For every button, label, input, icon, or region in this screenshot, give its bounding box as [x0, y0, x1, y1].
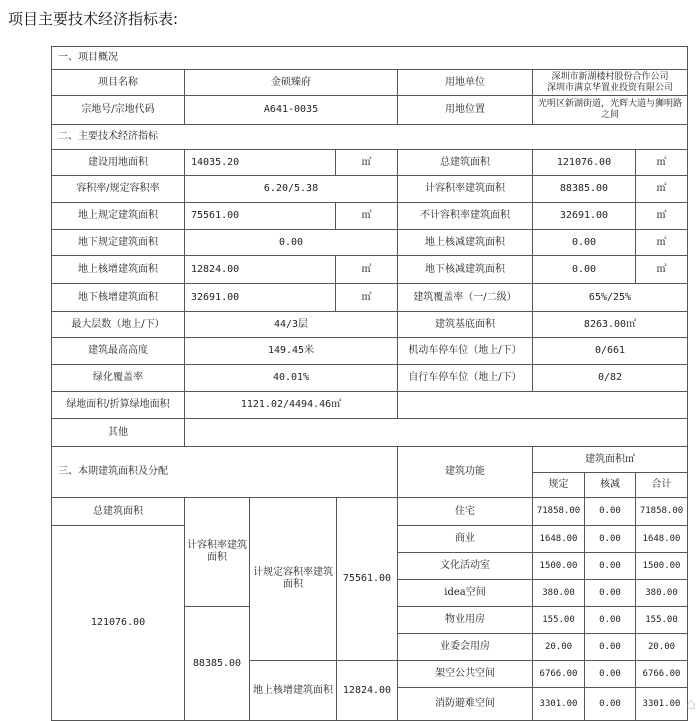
land-area-label: 建设用地面积 [51, 149, 185, 176]
reduced-value: 0.00 [584, 660, 636, 688]
col-header-total: 合计 [635, 472, 688, 498]
reg-far-area-value: 75561.00 [336, 497, 398, 661]
far-value: 6.20/5.38 [184, 175, 398, 203]
page-title: 项目主要技术经济指标表: [8, 10, 179, 28]
above-inc-area-label: 地上核增建筑面积 [249, 660, 337, 721]
function-name: 商业 [397, 525, 533, 553]
below-red-unit: ㎡ [635, 255, 688, 284]
parcel-label: 宗地号/宗地代码 [51, 95, 185, 125]
below-red-label: 地下核减建筑面积 [397, 255, 533, 284]
section-header-allocation: 三、本期建筑面积及分配 [51, 446, 399, 498]
total-value: 1500.00 [635, 552, 688, 580]
total-value: 71858.00 [635, 497, 688, 526]
nonfar-value: 32691.00 [532, 202, 636, 230]
green-area-label: 绿地面积/折算绿地面积 [51, 391, 185, 419]
above-reg-label: 地上规定建筑面积 [51, 202, 185, 230]
coverage-label: 建筑覆盖率（一/二级） [397, 283, 533, 312]
far-area-unit: ㎡ [635, 175, 688, 203]
section-header-indicators: 二、主要技术经济指标 [51, 124, 688, 150]
reduced-value: 0.00 [584, 497, 636, 526]
function-name: 物业用房 [397, 606, 533, 634]
reduced-value: 0.00 [584, 579, 636, 607]
total-value: 380.00 [635, 579, 688, 607]
coverage-value: 65%/25% [532, 283, 688, 312]
regulated-value: 3301.00 [532, 687, 585, 721]
total-area-value: 121076.00 [51, 525, 185, 721]
total-value: 3301.00 [635, 687, 688, 721]
land-user-label: 用地单位 [397, 69, 533, 96]
below-inc-unit: ㎡ [335, 283, 398, 312]
green-area-right-blank [397, 391, 688, 419]
total-value: 20.00 [635, 633, 688, 661]
function-name: 住宅 [397, 497, 533, 526]
regulated-value: 1648.00 [532, 525, 585, 553]
base-area-label: 建筑基底面积 [397, 311, 533, 338]
project-name-value: 金硕臻府 [184, 69, 398, 96]
total-area-value: 121076.00 [532, 149, 636, 176]
reduced-value: 0.00 [584, 633, 636, 661]
function-name: 架空公共空间 [397, 660, 533, 688]
area-header: 建筑面积㎡ [532, 446, 688, 473]
above-inc-area-value: 12824.00 [336, 660, 398, 721]
car-value: 0/661 [532, 337, 688, 365]
regulated-value: 380.00 [532, 579, 585, 607]
height-label: 建筑最高高度 [51, 337, 185, 365]
far-area-value: 88385.00 [184, 606, 250, 721]
parcel-value: A641-0035 [184, 95, 398, 125]
project-name-label: 项目名称 [51, 69, 185, 96]
reduced-value: 0.00 [584, 552, 636, 580]
below-red-value: 0.00 [532, 255, 636, 284]
above-red-unit: ㎡ [635, 229, 688, 256]
green-value: 40.01% [184, 364, 398, 392]
regulated-value: 155.00 [532, 606, 585, 634]
above-inc-value: 12824.00 [184, 255, 336, 284]
nonfar-unit: ㎡ [635, 202, 688, 230]
green-area-value: 1121.02/4494.46㎡ [184, 391, 398, 419]
total-value: 155.00 [635, 606, 688, 634]
function-name: 业委会用房 [397, 633, 533, 661]
total-value: 1648.00 [635, 525, 688, 553]
below-inc-value: 32691.00 [184, 283, 336, 312]
above-reg-value: 75561.00 [184, 202, 336, 230]
floors-value: 44/3层 [184, 311, 398, 338]
below-reg-value: 0.00 [184, 229, 398, 256]
watermark: ⌂ [685, 694, 696, 713]
col-header-reduced: 核减 [584, 472, 636, 498]
function-name: 文化活动室 [397, 552, 533, 580]
above-inc-unit: ㎡ [335, 255, 398, 284]
land-user-line-1: 深圳市新湖楼村股份合作公司 [551, 71, 669, 82]
nonfar-label: 不计容积率建筑面积 [397, 202, 533, 230]
height-value: 149.45米 [184, 337, 398, 365]
base-area-value: 8263.00㎡ [532, 311, 688, 338]
reduced-value: 0.00 [584, 525, 636, 553]
below-inc-label: 地下核增建筑面积 [51, 283, 185, 312]
other-label: 其他 [51, 418, 185, 447]
land-user-line-2: 深圳市满京华置业投资有限公司 [546, 82, 673, 93]
regulated-value: 1500.00 [532, 552, 585, 580]
above-inc-label: 地上核增建筑面积 [51, 255, 185, 284]
far-area-label: 计容积率建筑面积 [397, 175, 533, 203]
function-header: 建筑功能 [397, 446, 533, 498]
car-label: 机动车停车位（地上/下） [397, 337, 533, 365]
land-user-value [532, 69, 688, 96]
far-label: 容积率/规定容积率 [51, 175, 185, 203]
col-header-regulated: 规定 [532, 472, 585, 498]
green-label: 绿化覆盖率 [51, 364, 185, 392]
section-header-overview: 一、项目概况 [51, 46, 688, 70]
land-area-value: 14035.20 [184, 149, 336, 176]
reduced-value: 0.00 [584, 606, 636, 634]
bike-label: 自行车停车位（地上/下） [397, 364, 533, 392]
floors-label: 最大层数（地上/下） [51, 311, 185, 338]
total-area-label: 总建筑面积 [51, 497, 185, 526]
total-area-unit: ㎡ [635, 149, 688, 176]
far-area-value: 88385.00 [532, 175, 636, 203]
far-area-label: 计容积率建筑面积 [184, 497, 250, 607]
land-area-unit: ㎡ [335, 149, 398, 176]
other-value [184, 418, 688, 447]
location-label: 用地位置 [397, 95, 533, 125]
above-red-value: 0.00 [532, 229, 636, 256]
total-value: 6766.00 [635, 660, 688, 688]
above-red-label: 地上核减建筑面积 [397, 229, 533, 256]
above-reg-unit: ㎡ [335, 202, 398, 230]
reduced-value: 0.00 [584, 687, 636, 721]
regulated-value: 20.00 [532, 633, 585, 661]
reg-far-area-label: 计规定容积率建筑面积 [249, 497, 337, 661]
below-reg-label: 地下规定建筑面积 [51, 229, 185, 256]
bike-value: 0/82 [532, 364, 688, 392]
regulated-value: 6766.00 [532, 660, 585, 688]
location-value: 光明区新湖街道，光辉大道与狮明路之间 [532, 95, 688, 125]
function-name: 消防避难空间 [397, 687, 533, 721]
regulated-value: 71858.00 [532, 497, 585, 526]
total-area-label: 总建筑面积 [397, 149, 533, 176]
function-name: idea空间 [397, 579, 533, 607]
